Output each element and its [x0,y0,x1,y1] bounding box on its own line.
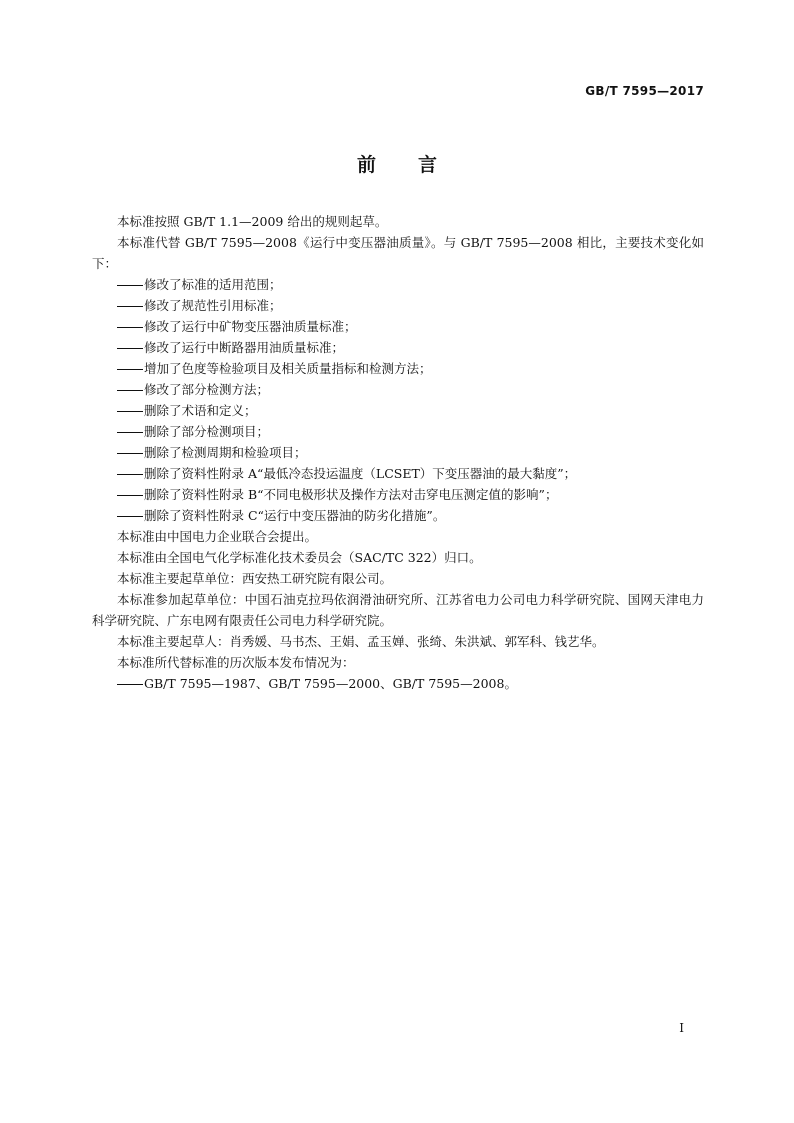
em-dash-mark [117,285,143,287]
em-dash-mark [117,516,143,518]
list-item: 删除了术语和定义； [92,400,704,421]
list-item: 修改了标准的适用范围； [92,274,704,295]
history-list-item: GB/T 7595—1987、GB/T 7595—2000、GB/T 7595—2008。 [92,673,704,694]
paragraph-replacement: 本标准代替 GB/T 7595—2008《运行中变压器油质量》。与 GB/T 7595—2008 相比，主要技术变化如下： [92,235,704,271]
em-dash-mark [117,684,143,686]
paragraph-proposer: 本标准由中国电力企业联合会提出。 [117,529,318,544]
paragraph-main-drafters: 本标准主要起草人：肖秀媛、马书杰、王娟、孟玉婵、张绮、朱洪斌、郭军科、钱艺华。 [117,634,605,649]
list-item: 删除了资料性附录 B“不同电极形状及操作方法对击穿电压测定值的影响”； [92,484,704,505]
page-number: I [679,1021,684,1035]
list-item: 删除了资料性附录 A“最低冷态投运温度（LCSET）下变压器油的最大黏度”； [92,463,704,484]
list-item: 增加了色度等检验项目及相关质量指标和检测方法； [92,358,704,379]
em-dash-mark [117,453,143,455]
page-title: 前言 [356,154,479,176]
document-body [92,211,704,694]
em-dash-mark [117,306,143,308]
em-dash-mark [117,474,143,476]
list-item: 修改了部分检测方法； [92,379,704,400]
em-dash-mark [117,390,143,392]
em-dash-mark [117,495,143,497]
paragraph-drafting-rules: 本标准按照 GB/T 1.1—2009 给出的规则起草。 [117,214,388,229]
list-item: 修改了规范性引用标准； [92,295,704,316]
list-item: 修改了运行中矿物变压器油质量标准； [92,316,704,337]
em-dash-mark [117,432,143,434]
em-dash-mark [117,369,143,371]
em-dash-mark [117,411,143,413]
paragraph-technical-committee: 本标准由全国电气化学标准化技术委员会（SAC/TC 322）归口。 [117,550,482,565]
paragraph-version-history: 本标准所代替标准的历次版本发布情况为： [117,655,355,670]
standard-number: GB/T 7595—2017 [585,84,704,98]
paragraph-participating-units: 本标准参加起草单位：中国石油克拉玛依润滑油研究所、江苏省电力公司电力科学研究院、国网天津电力科学研究院、广东电网有限责任公司电力科学研究院。 [92,592,704,628]
list-item: 删除了检测周期和检验项目； [92,442,704,463]
list-item: 删除了部分检测项目； [92,421,704,442]
em-dash-mark [117,348,143,350]
list-item: 修改了运行中断路器用油质量标准； [92,337,704,358]
em-dash-mark [117,327,143,329]
list-item: 删除了资料性附录 C“运行中变压器油的防劣化措施”。 [92,505,704,526]
changes-list [92,274,704,526]
paragraph-main-drafting-unit: 本标准主要起草单位：西安热工研究院有限公司。 [117,571,393,586]
